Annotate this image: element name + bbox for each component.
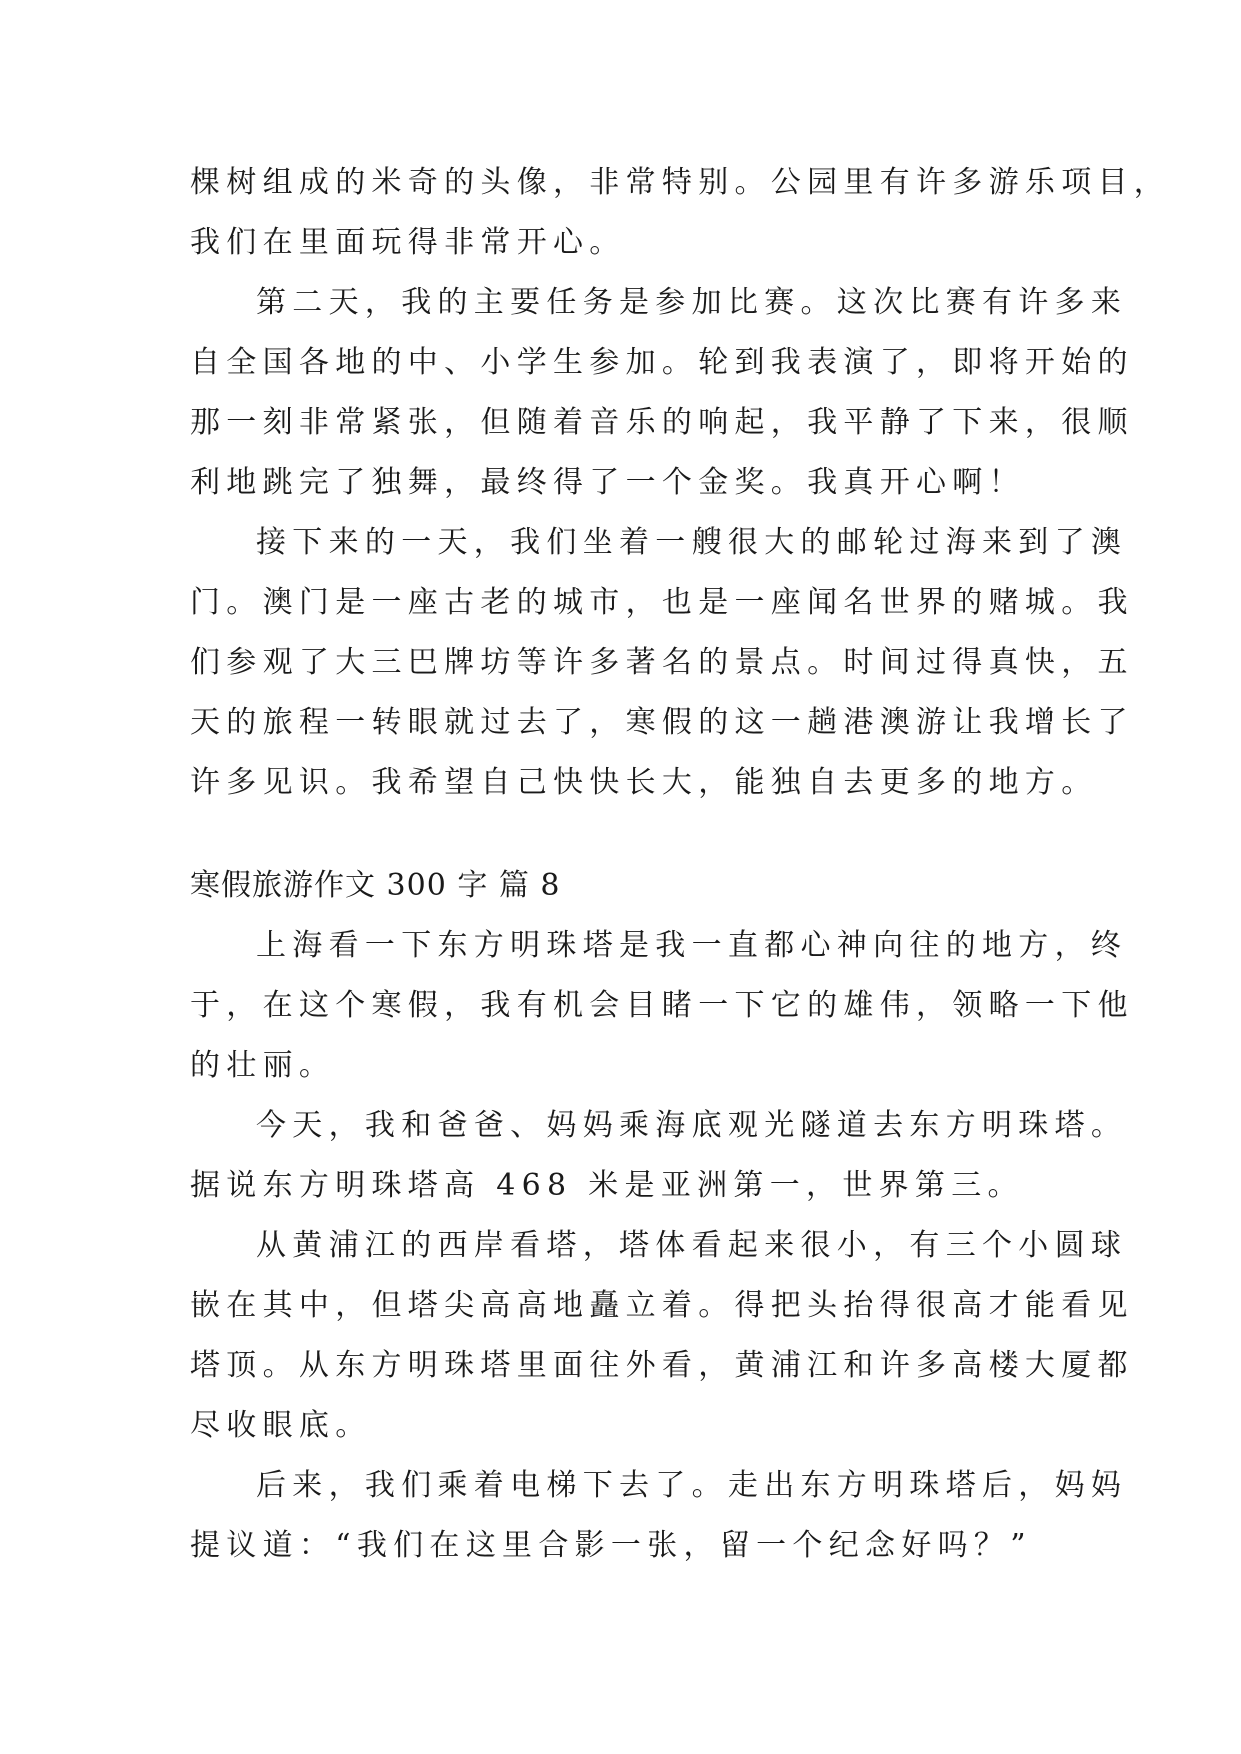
text-line: 上海看一下东方明珠塔是我一直都心神向往的地方，终 (256, 928, 1128, 963)
text-line: 门。澳门是一座古老的城市，也是一座闻名世界的赌城。我 (190, 585, 1134, 620)
text-line: 我们在里面玩得非常开心。 (190, 225, 626, 260)
text-line: 们参观了大三巴牌坊等许多著名的景点。时间过得真快，五 (190, 645, 1134, 680)
text-line: 于，在这个寒假，我有机会目睹一下它的雄伟，领略一下他 (190, 988, 1134, 1023)
text-line: 天的旅程一转眼就过去了，寒假的这一趟港澳游让我增长了 (190, 705, 1134, 740)
text-line: 从黄浦江的西岸看塔，塔体看起来很小，有三个小圆球 (256, 1228, 1128, 1263)
text-line: 第二天，我的主要任务是参加比赛。这次比赛有许多来 (256, 285, 1128, 320)
text-line: 接下来的一天，我们坐着一艘很大的邮轮过海来到了澳 (256, 525, 1128, 560)
text-line: 据说东方明珠塔高 468 米是亚洲第一，世界第三。 (190, 1168, 1024, 1203)
text-line: 嵌在其中，但塔尖高高地矗立着。得把头抬得很高才能看见 (190, 1288, 1134, 1323)
text-line: 自全国各地的中、小学生参加。轮到我表演了，即将开始的 (190, 345, 1134, 380)
text-line: 提议道：“我们在这里合影一张，留一个纪念好吗？” (190, 1528, 1032, 1563)
text-line: 今天，我和爸爸、妈妈乘海底观光隧道去东方明珠塔。 (256, 1108, 1128, 1143)
text-line: 利地跳完了独舞，最终得了一个金奖。我真开心啊！ (190, 465, 1025, 500)
text-line: 后来，我们乘着电梯下去了。走出东方明珠塔后，妈妈 (256, 1468, 1128, 1503)
text-line: 许多见识。我希望自己快快长大，能独自去更多的地方。 (190, 765, 1098, 800)
text-line: 的壮丽。 (190, 1048, 336, 1083)
text-line: 那一刻非常紧张，但随着音乐的响起，我平静了下来，很顺 (190, 405, 1134, 440)
text-line: 棵树组成的米奇的头像，非常特别。公园里有许多游乐项目， (190, 165, 1171, 200)
text-line: 尽收眼底。 (190, 1408, 372, 1443)
text-line: 塔顶。从东方明珠塔里面往外看，黄浦江和许多高楼大厦都 (190, 1348, 1134, 1383)
section-title: 寒假旅游作文 300 字 篇 8 (190, 868, 561, 903)
